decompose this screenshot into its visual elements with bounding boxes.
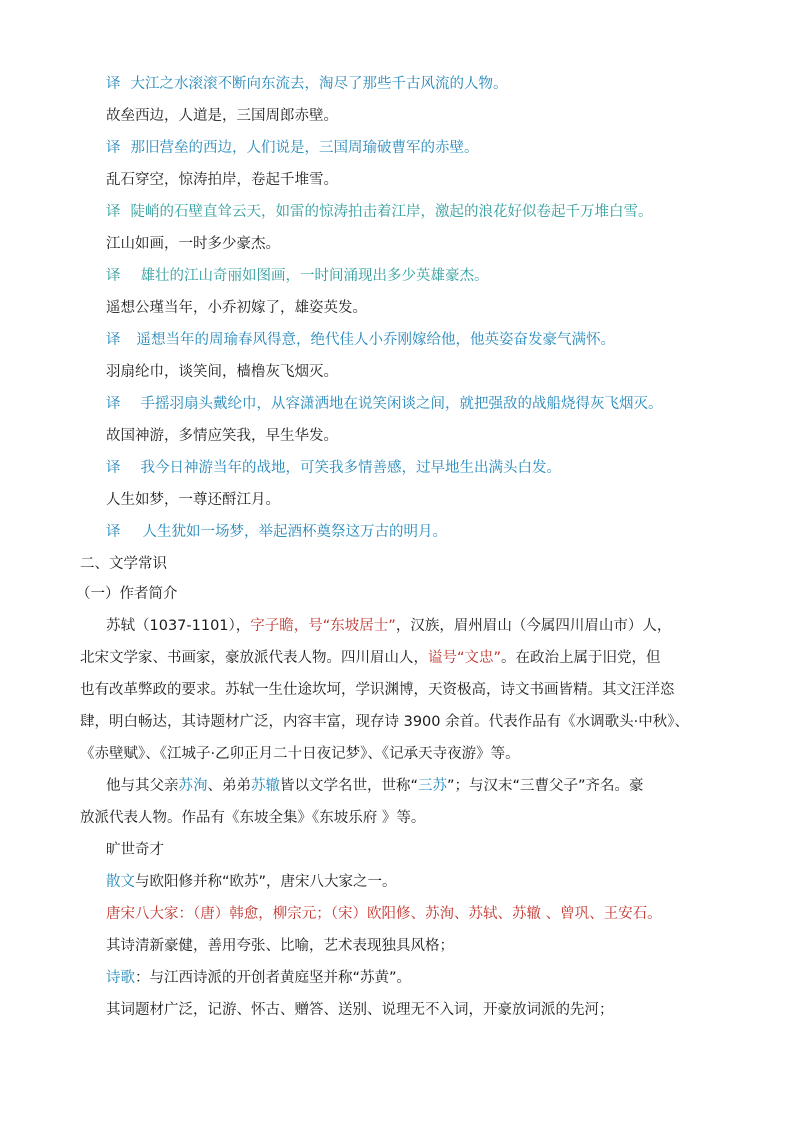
translation-tag: 译: [106, 460, 121, 476]
poem-line-3: 乱石穿空，惊涛拍岸，卷起千堆雪。: [106, 172, 338, 188]
poem-line-8: 人生如梦，一尊还酹江月。: [106, 492, 280, 508]
bio2-line-1: [106, 776, 644, 796]
ci-line: 其词题材广泛，记游、怀古、赠答、送别、说理无不入词，开豪放词派的先河；: [106, 1002, 614, 1018]
translation-text: 遥想当年的周瑜春风得意，绝代佳人小乔刚嫁给他，他英姿奋发豪气满怀。: [136, 332, 615, 348]
bio-text: 他与其父亲: [106, 778, 179, 794]
poetry-line: [106, 968, 411, 988]
bio-line-5: 《赤壁赋》、《江城子·乙卯正月二十日夜记梦》、《记承天寺夜游》等。: [80, 746, 520, 762]
eight-masters-line: 唐宋八大家：（唐）韩愈，柳宗元；（宋）欧阳修、苏洵、苏轼、苏辙 、曾巩、王安石。: [106, 906, 662, 922]
bio-line-3: 也有改革弊政的要求。苏轼一生仕途坎坷，学识渊博，天资极高，诗文书画皆精。其文汪洋恣: [80, 682, 675, 698]
bio-line-4: 肆，明白畅达，其诗题材广泛，内容丰富，现存诗 3900 余首。代表作品有《水调歌头·中秋》、: [80, 714, 689, 730]
bio-line-1: [106, 616, 671, 636]
poem-line-4: 江山如画，一时多少豪杰。: [106, 236, 280, 252]
three-su: 三苏: [418, 778, 448, 794]
bio-line-2: [80, 648, 661, 668]
section-heading: 二、文学常识: [80, 556, 167, 572]
translation-text: 雄壮的江山奇丽如图画，一时间涌现出多少英雄豪杰。: [140, 268, 489, 284]
bio-text: 。在政治上属于旧党，但: [501, 650, 661, 666]
poem-line-2: 故垒西边，人道是，三国周郎赤壁。: [106, 108, 338, 124]
translation-tag: 译: [106, 332, 121, 348]
translation-line-3: [106, 202, 653, 222]
talent-title: 旷世奇才: [106, 842, 164, 858]
poetry-label: 诗歌: [106, 970, 135, 986]
bio-text: 、弟弟: [207, 778, 251, 794]
translation-text: 大江之水滚滚不断向东流去，淘尽了那些千古风流的人物。: [130, 76, 508, 92]
prose-label: 散文: [106, 874, 135, 890]
translation-text: 陡峭的石壁直耸云天，如雷的惊涛拍击着江岸，激起的浪花好似卷起千万堆白雪。: [130, 204, 653, 220]
translation-line-5: [106, 330, 615, 350]
subsection-heading: （一）作者简介: [76, 586, 178, 602]
bio-text: ”；与汉末“三曹父子”齐名。豪: [447, 778, 644, 794]
bio-text: 北宋文学家、书画家，豪放派代表人物。四川眉山人，: [80, 650, 428, 666]
bio-text: ，汉族，眉州眉山（今属四川眉山市）人，: [395, 618, 672, 634]
poetry-text: ：与江西诗派的开创者黄庭坚并称“苏黄”。: [135, 970, 412, 986]
translation-line-1: [106, 74, 508, 94]
posthumous-name: 谥号“文忠”: [428, 650, 502, 666]
bio-text: 苏轼（1037-1101），: [106, 618, 251, 634]
name-su-zhe: 苏辙: [251, 778, 280, 794]
poem-line-5: 遥想公瑾当年，小乔初嫁了，雄姿英发。: [106, 300, 367, 316]
translation-tag: 译: [106, 396, 121, 412]
translation-line-8: [106, 522, 447, 542]
translation-line-2: [106, 138, 479, 158]
poem-line-6: 羽扇纶巾，谈笑间，樯橹灰飞烟灭。: [106, 364, 338, 380]
bio-text: 皆以文学名世，世称“: [280, 778, 419, 794]
translation-tag: 译: [106, 204, 121, 220]
prose-text: 与欧阳修并称“欧苏”，唐宋八大家之一。: [135, 874, 397, 890]
translation-line-7: [106, 458, 561, 478]
translation-tag: 译: [106, 524, 121, 540]
translation-text: 那旧营垒的西边，人们说是，三国周瑜破曹军的赤壁。: [130, 140, 479, 156]
courtesy-name: 字子瞻，号“东坡居士”: [250, 618, 396, 634]
translation-line-6: [106, 394, 663, 414]
prose-line: [106, 872, 397, 892]
translation-tag: 译: [106, 140, 121, 156]
translation-text: 人生犹如一场梦，举起酒杯奠祭这万古的明月。: [142, 524, 447, 540]
translation-line-4: [106, 266, 489, 286]
bio2-line-2: 放派代表人物。作品有《东坡全集》《东坡乐府 》等。: [80, 810, 426, 826]
name-su-xun: 苏洵: [178, 778, 208, 794]
poetry-style-line: 其诗清新豪健，善用夸张、比喻，艺术表现独具风格；: [106, 938, 454, 954]
poem-line-7: 故国神游，多情应笑我，早生华发。: [106, 428, 338, 444]
translation-text: 手摇羽扇头戴纶巾，从容潇洒地在说笑闲谈之间，就把强敌的战船烧得灰飞烟灭。: [140, 396, 663, 412]
translation-tag: 译: [106, 268, 121, 284]
translation-tag: 译: [106, 76, 121, 92]
translation-text: 我今日神游当年的战地，可笑我多情善感，过早地生出满头白发。: [140, 460, 561, 476]
